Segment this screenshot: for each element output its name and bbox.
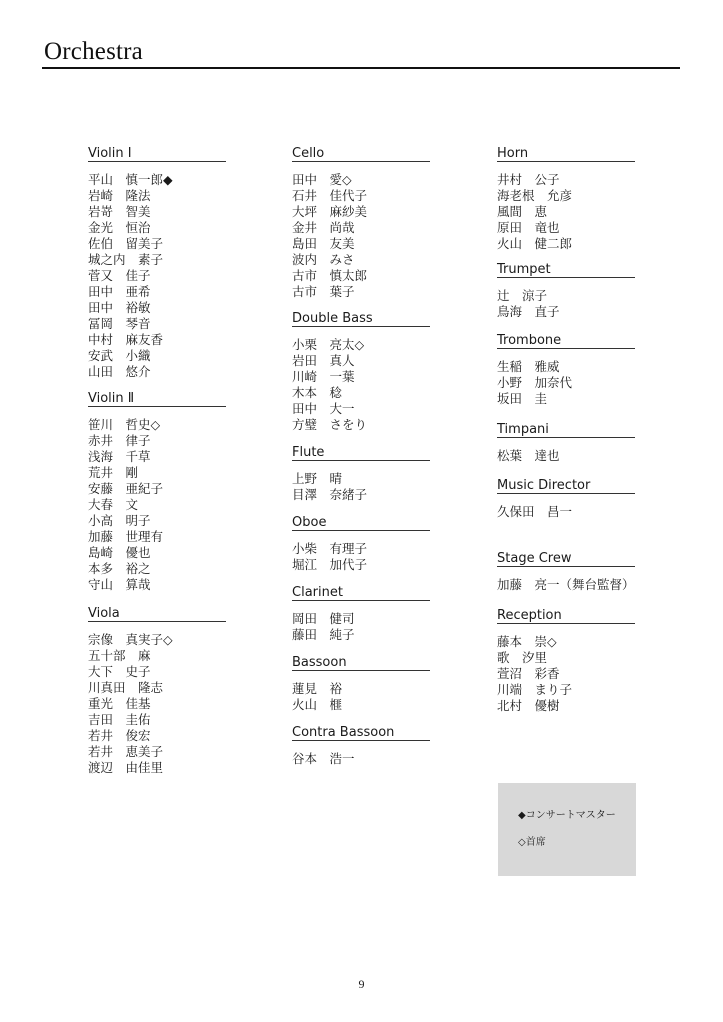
- member-name: 歌 汐里: [497, 650, 548, 665]
- member-name: 石井 佳代子: [292, 188, 368, 203]
- member-list: [497, 577, 635, 593]
- section-title: Music Director: [497, 478, 635, 494]
- member-name: 川崎 一葉: [292, 369, 355, 384]
- member-name: 小柴 有理子: [292, 541, 368, 556]
- member-name: 大春 文: [88, 497, 139, 512]
- member-name: 木本 稔: [292, 385, 343, 400]
- member-name: 原田 竜也: [497, 220, 560, 235]
- member-name: 井村 公子: [497, 172, 560, 187]
- member-list: [497, 288, 635, 320]
- member-name: 松葉 達也: [497, 448, 560, 463]
- member-list: [292, 681, 430, 713]
- section-title: Violin Ⅱ: [88, 391, 226, 407]
- member-list: [497, 504, 635, 520]
- section-title: Trombone: [497, 333, 635, 349]
- column-3: [497, 146, 635, 714]
- member-name: 島田 友美: [292, 236, 355, 251]
- member-name: 風間 恵: [497, 204, 548, 219]
- member-name: 小野 加奈代: [497, 375, 573, 390]
- member-name: 田中 大一: [292, 401, 355, 416]
- member-name: 金光 恒治: [88, 220, 151, 235]
- member-list: [292, 611, 430, 643]
- section: [292, 515, 430, 573]
- member-name: 佐伯 留美子: [88, 236, 164, 251]
- member-list: [88, 632, 226, 776]
- member-name: 城之内 素子: [88, 252, 164, 267]
- member-name: 若井 俊宏: [88, 728, 151, 743]
- member-name: 浅海 千草: [88, 449, 151, 464]
- section: [88, 146, 226, 380]
- member-name: 大坪 麻紗美: [292, 204, 368, 219]
- member-name: 生稲 雅威: [497, 359, 560, 374]
- member-list: [292, 172, 430, 300]
- section: [497, 146, 635, 252]
- title-rule: [42, 67, 680, 69]
- section-title: Trumpet: [497, 262, 635, 278]
- section: [292, 445, 430, 503]
- member-name: 岩崎 隆法: [88, 188, 151, 203]
- member-name: 島崎 優也: [88, 545, 151, 560]
- section: [292, 725, 430, 767]
- member-name: 中村 麻友香: [88, 332, 164, 347]
- section-title: Viola: [88, 606, 226, 622]
- member-list: [497, 634, 635, 714]
- member-name: 上野 晴: [292, 471, 343, 486]
- section: [292, 585, 430, 643]
- section: [292, 311, 430, 433]
- member-name: 北村 優樹: [497, 698, 560, 713]
- member-name: 堀江 加代子: [292, 557, 368, 572]
- section: [497, 551, 635, 593]
- member-name: 古市 葉子: [292, 284, 355, 299]
- legend-box: [498, 783, 636, 876]
- member-name: 田中 亜希: [88, 284, 151, 299]
- member-name: 坂田 圭: [497, 391, 548, 406]
- member-name: 本多 裕之: [88, 561, 151, 576]
- member-name: 加藤 亮一（舞台監督）: [497, 577, 635, 592]
- member-name: 川真田 隆志: [88, 680, 164, 695]
- member-name: 藤本 崇◇: [497, 634, 557, 649]
- member-list: [292, 751, 430, 767]
- page-number: 9: [358, 977, 365, 991]
- section-title: Reception: [497, 608, 635, 624]
- section-title: Stage Crew: [497, 551, 635, 567]
- member-name: 加藤 世理有: [88, 529, 164, 544]
- column-1: [88, 146, 226, 776]
- member-name: 火山 健二郎: [497, 236, 573, 251]
- section: [497, 262, 635, 320]
- member-name: 谷本 浩一: [292, 751, 355, 766]
- member-name: 蓮見 裕: [292, 681, 343, 696]
- section-title: Double Bass: [292, 311, 430, 327]
- member-name: 笹川 哲史◇: [88, 417, 161, 432]
- member-name: 宗像 真実子◇: [88, 632, 173, 647]
- member-name: 川端 まり子: [497, 682, 573, 697]
- member-name: 藤田 純子: [292, 627, 355, 642]
- member-list: [88, 172, 226, 380]
- member-name: 冨岡 琴音: [88, 316, 151, 331]
- member-name: 大下 史子: [88, 664, 151, 679]
- member-name: 平山 慎一郎◆: [88, 172, 173, 187]
- section: [292, 146, 430, 300]
- section-title: Timpani: [497, 422, 635, 438]
- member-name: 山田 悠介: [88, 364, 151, 379]
- member-list: [497, 359, 635, 407]
- member-name: 小高 明子: [88, 513, 151, 528]
- member-name: 菅又 佳子: [88, 268, 151, 283]
- member-name: 重光 佳基: [88, 696, 151, 711]
- section: [497, 608, 635, 714]
- member-name: 吉田 圭佑: [88, 712, 151, 727]
- member-name: 若井 恵美子: [88, 744, 164, 759]
- member-name: 渡辺 由佳里: [88, 760, 164, 775]
- member-name: 古市 慎太郎: [292, 268, 368, 283]
- member-list: [497, 172, 635, 252]
- page-title: Orchestra: [44, 38, 143, 65]
- member-list: [497, 448, 635, 464]
- section-title: Clarinet: [292, 585, 430, 601]
- legend-principal: ◇首席: [518, 837, 546, 848]
- member-list: [292, 541, 430, 573]
- column-2: [292, 146, 430, 767]
- legend-concertmaster: ◆コンサートマスター: [518, 810, 616, 821]
- section-title: Flute: [292, 445, 430, 461]
- member-name: 火山 榧: [292, 697, 343, 712]
- member-name: 守山 算哉: [88, 577, 151, 592]
- member-name: 五十部 麻: [88, 648, 151, 663]
- member-name: 目澤 奈緒子: [292, 487, 368, 502]
- member-name: 赤井 律子: [88, 433, 151, 448]
- member-list: [292, 337, 430, 433]
- section: [292, 655, 430, 713]
- section-title: Violin Ⅰ: [88, 146, 226, 162]
- member-name: 岩嵜 智美: [88, 204, 151, 219]
- section: [88, 606, 226, 776]
- member-name: 辻 涼子: [497, 288, 548, 303]
- section: [497, 478, 635, 520]
- member-name: 鳥海 直子: [497, 304, 560, 319]
- section: [497, 422, 635, 464]
- member-name: 方璧 さをり: [292, 417, 368, 432]
- member-list: [292, 471, 430, 503]
- member-name: 安武 小織: [88, 348, 151, 363]
- member-name: 小栗 亮太◇: [292, 337, 365, 352]
- member-name: 安藤 亜紀子: [88, 481, 164, 496]
- section-title: Horn: [497, 146, 635, 162]
- section: [497, 333, 635, 407]
- member-name: 岡田 健司: [292, 611, 355, 626]
- member-name: 田中 裕敏: [88, 300, 151, 315]
- section-title: Oboe: [292, 515, 430, 531]
- member-name: 田中 愛◇: [292, 172, 352, 187]
- section: [88, 391, 226, 593]
- member-name: 萱沼 彩香: [497, 666, 560, 681]
- section-title: Contra Bassoon: [292, 725, 430, 741]
- member-name: 波内 みさ: [292, 252, 355, 267]
- section-title: Bassoon: [292, 655, 430, 671]
- member-name: 荒井 剛: [88, 465, 139, 480]
- member-name: 海老根 允彦: [497, 188, 573, 203]
- member-name: 岩田 真人: [292, 353, 355, 368]
- section-title: Cello: [292, 146, 430, 162]
- member-name: 久保田 昌一: [497, 504, 573, 519]
- member-name: 金井 尚哉: [292, 220, 355, 235]
- member-list: [88, 417, 226, 593]
